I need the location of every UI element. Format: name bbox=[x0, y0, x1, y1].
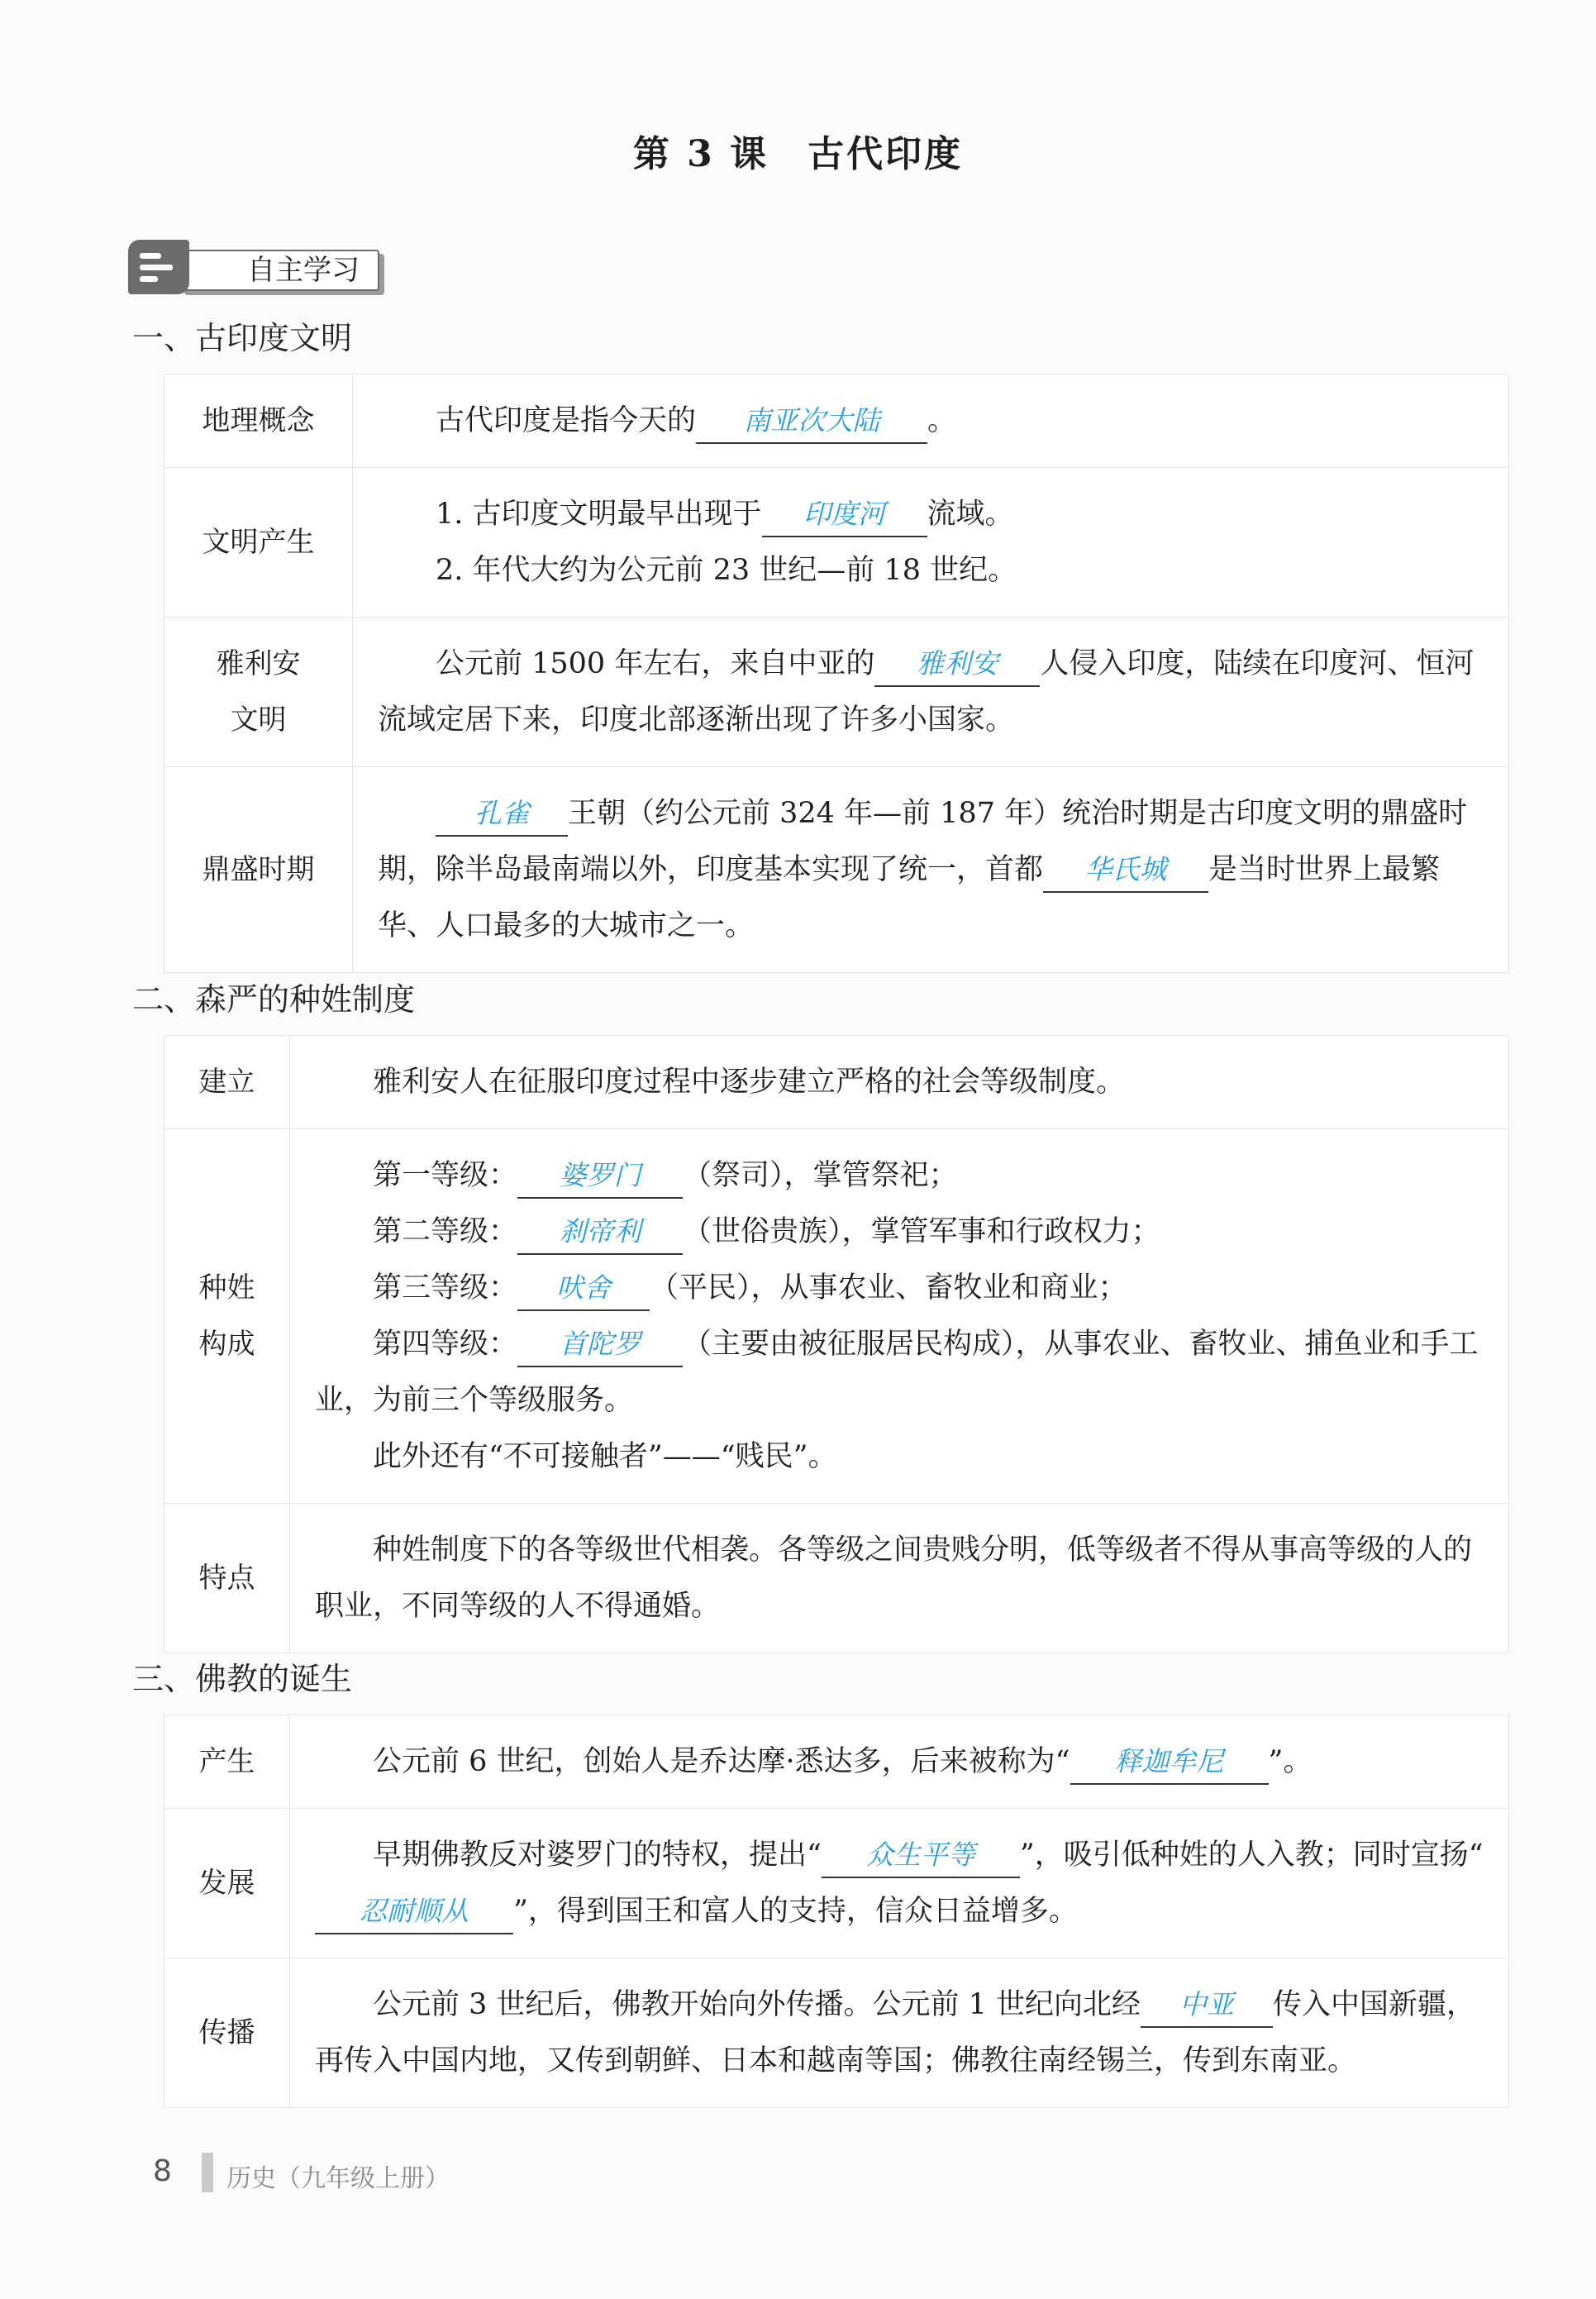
section-heading-ancient-india: 一、古印度文明 bbox=[132, 320, 353, 356]
table-row bbox=[164, 374, 1509, 468]
book-title: 历史（九年级上册） bbox=[226, 2164, 450, 2193]
table-row bbox=[164, 1129, 1509, 1504]
row-label: 产生 bbox=[164, 1715, 290, 1809]
row-label: 特点 bbox=[164, 1504, 290, 1653]
answer-blank: 忍耐顺从 bbox=[315, 1890, 513, 1934]
page-number: 8 bbox=[153, 2154, 172, 2188]
row-content: 雅利安人在征服印度过程中逐步建立严格的社会等级制度。 bbox=[290, 1036, 1509, 1129]
row-content bbox=[290, 1129, 1509, 1504]
table-ancient-india-civilization bbox=[164, 374, 1509, 973]
answer-blank: 南亚次大陆 bbox=[696, 399, 927, 444]
row-content: 早期佛教反对婆罗门的特权，提出“ 众生平等 ”，吸引低种姓的人入教；同时宣扬“忍耐顺从 ”，得到国王和富人的支持，信众日益增多。 bbox=[290, 1809, 1509, 1958]
row-label: 建立 bbox=[164, 1036, 290, 1129]
answer-blank: 孔雀 bbox=[436, 792, 568, 837]
self-study-badge bbox=[128, 240, 384, 296]
table-row bbox=[164, 468, 1509, 618]
answer-blank: 释迦牟尼 bbox=[1070, 1740, 1269, 1785]
answer-blank: 雅利安 bbox=[874, 642, 1040, 687]
row-content: 公元前 1500 年左右，来自中亚的 雅利安 人侵入印度，陆续在印度河、恒河流域定居下来，印度北部逐渐出现了许多小国家。 bbox=[353, 618, 1509, 767]
row-content: 1. 古印度文明最早出现于 印度河 流域。 2. 年代大约为公元前 23 世纪—前 18 世纪。 bbox=[353, 468, 1509, 618]
lines-icon bbox=[128, 240, 189, 294]
answer-blank: 吠舍 bbox=[517, 1266, 650, 1311]
table-row bbox=[164, 1504, 1509, 1653]
row-content: 公元前 3 世纪后，佛教开始向外传播。公元前 1 世纪向北经 中亚 传入中国新疆，再传入中国内地，又传到朝鲜、日本和越南等国；佛教往南经锡兰，传到东南亚。 bbox=[290, 1958, 1509, 2108]
row-content: 孔雀 王朝（约公元前 324 年—前 187 年）统治时期是古印度文明的鼎盛时期，除半岛最南端以外，印度基本实现了统一，首都 华氏城 是当时世界上最繁华、人口最多的大城市之一。 bbox=[353, 767, 1509, 973]
row-label: 发展 bbox=[164, 1809, 290, 1958]
table-row bbox=[164, 767, 1509, 973]
answer-blank: 首陀罗 bbox=[517, 1323, 683, 1367]
row-label: 鼎盛时期 bbox=[164, 767, 353, 973]
section-heading-buddhism: 三、佛教的诞生 bbox=[132, 1661, 353, 1697]
answer-blank: 众生平等 bbox=[822, 1834, 1020, 1878]
answer-blank: 中亚 bbox=[1141, 1983, 1273, 2028]
answer-blank: 华氏城 bbox=[1043, 848, 1208, 893]
row-content: 公元前 6 世纪，创始人是乔达摩·悉达多，后来被称为“ 释迦牟尼 ”。 bbox=[290, 1715, 1509, 1809]
caste-level-4: 第四等级： 首陀罗 （主要由被征服居民构成），从事农业、畜牧业、捕鱼业和手工业，为前三个等级服务。 bbox=[315, 1316, 1487, 1429]
footer-divider bbox=[202, 2153, 213, 2192]
table-row bbox=[164, 1036, 1509, 1129]
caste-level-2: 第二等级： 刹帝利 （世俗贵族），掌管军事和行政权力； bbox=[315, 1204, 1487, 1260]
table-row bbox=[164, 1715, 1509, 1809]
lesson-title: 第 3 课 古代印度 bbox=[632, 133, 964, 175]
untouchables-note: 此外还有“不可接触者”——“贱民”。 bbox=[373, 1440, 837, 1473]
table-row bbox=[164, 618, 1509, 767]
table-caste-system bbox=[164, 1035, 1509, 1653]
answer-blank: 印度河 bbox=[762, 493, 927, 537]
caste-level-1: 第一等级： 婆罗门 （祭司），掌管祭祀； bbox=[315, 1147, 1487, 1204]
row-label: 种姓 构成 bbox=[164, 1129, 290, 1504]
row-label: 文明产生 bbox=[164, 468, 353, 618]
table-row bbox=[164, 1958, 1509, 2108]
table-buddhism bbox=[164, 1715, 1509, 2108]
badge-label: 自主学习 bbox=[247, 254, 360, 287]
row-content: 古代印度是指今天的 南亚次大陆 。 bbox=[353, 374, 1509, 468]
answer-blank: 刹帝利 bbox=[517, 1210, 683, 1255]
answer-blank: 婆罗门 bbox=[517, 1154, 683, 1199]
row-content: 种姓制度下的各等级世代相袭。各等级之间贵贱分明，低等级者不得从事高等级的人的职业，不同等级的人不得通婚。 bbox=[290, 1504, 1509, 1653]
row-label: 雅利安 文明 bbox=[164, 618, 353, 767]
caste-level-3: 第三等级： 吠舍 （平民），从事农业、畜牧业和商业； bbox=[315, 1260, 1487, 1316]
row-label: 地理概念 bbox=[164, 374, 353, 468]
table-row bbox=[164, 1809, 1509, 1958]
badge-frame bbox=[179, 250, 379, 291]
row-label: 传播 bbox=[164, 1958, 290, 2108]
section-heading-caste-system: 二、森严的种姓制度 bbox=[132, 981, 416, 1018]
